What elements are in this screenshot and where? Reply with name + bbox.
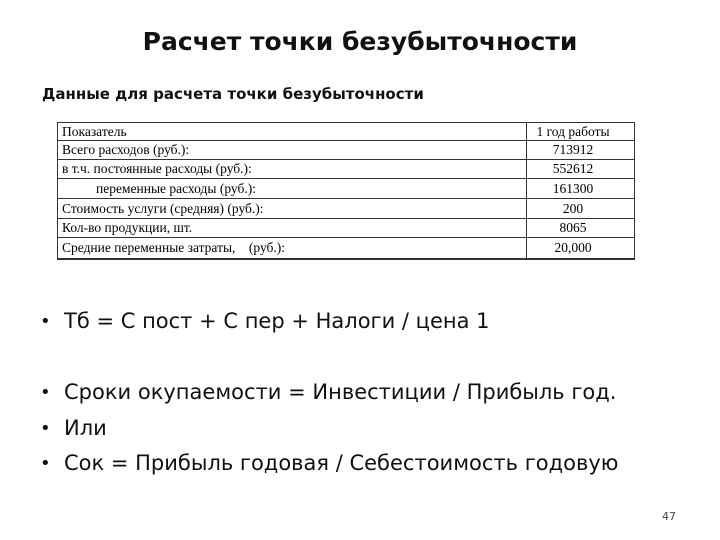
row-value: 713912 — [552, 142, 594, 157]
bullet-item — [40, 380, 616, 404]
page-number: 47 — [662, 510, 676, 523]
row-label: в т.ч. постоянные расходы (руб.): — [62, 161, 252, 176]
row-label: переменные расходы (руб.): — [96, 180, 256, 196]
table-row — [58, 238, 634, 259]
bullet-text: Сроки окупаемости = Инвестиции / Прибыль год. — [64, 380, 617, 404]
bullet-dot-icon: • — [40, 452, 51, 474]
row-value: 161300 — [552, 180, 594, 196]
row-label: Кол-во продукции, шт. — [62, 220, 193, 235]
table-row — [58, 141, 634, 160]
table-header-row — [58, 123, 634, 141]
row-value: 20,000 — [554, 240, 592, 255]
row-value: 8065 — [559, 220, 587, 235]
bullet-dot-icon: • — [40, 310, 51, 332]
table-row — [58, 160, 634, 179]
column-divider — [526, 123, 527, 259]
bullet-item — [40, 451, 618, 475]
table-row — [58, 179, 634, 199]
slide-title: Расчет точки безубыточности — [142, 27, 578, 56]
row-label: Стоимость услуги (средняя) (руб.): — [62, 200, 264, 216]
row-value: 200 — [562, 200, 584, 216]
bullet-text: Сок = Прибыль годовая / Себестоимость годовую — [64, 451, 619, 475]
data-table — [57, 122, 635, 260]
bullet-dot-icon: • — [40, 381, 51, 403]
header-value: 1 год работы — [536, 123, 610, 139]
bullet-dot-icon: • — [40, 417, 51, 439]
table-row — [58, 199, 634, 219]
table-row — [58, 219, 634, 238]
bullet-text: Тб = С пост + С пер + Налоги / цена 1 — [64, 309, 490, 333]
row-label: Всего расходов (руб.): — [62, 142, 190, 157]
bullet-item — [40, 309, 490, 333]
table-caption: Данные для расчета точки безубыточности — [42, 85, 424, 103]
header-label: Показатель — [62, 123, 127, 139]
row-value: 552612 — [552, 161, 594, 176]
bullet-item — [40, 416, 107, 440]
bullet-text: Или — [64, 416, 107, 440]
row-label: Средние переменные затраты, (руб.): — [62, 240, 286, 255]
